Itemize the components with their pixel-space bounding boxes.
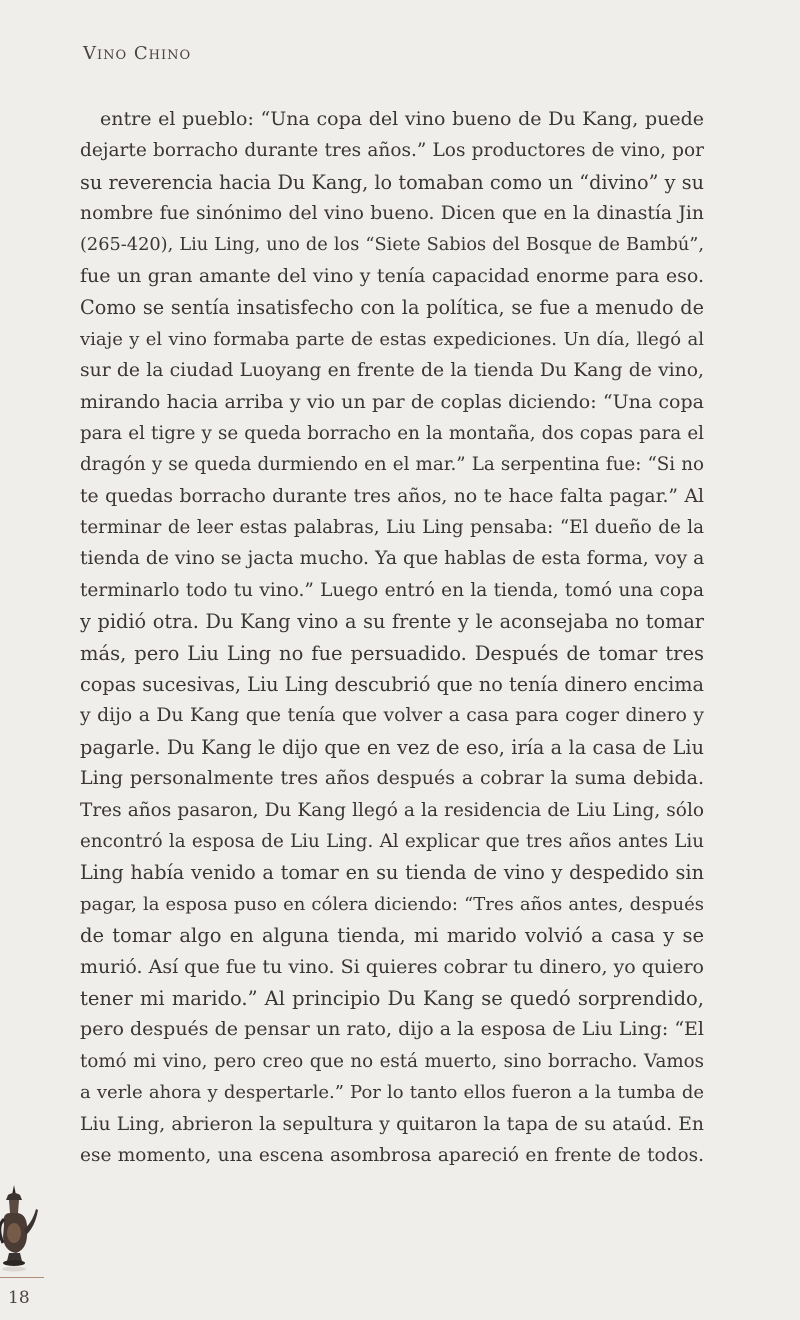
text-line: Liu Ling, abrieron la sepultura y quitaron la tapa de su ataúd. En — [80, 1113, 704, 1135]
running-head: Vino Chino — [83, 43, 192, 64]
page-number: 18 — [8, 1288, 30, 1308]
text-line: Tres años pasaron, Du Kang llegó a la residencia de Liu Ling, sólo — [80, 799, 704, 821]
text-line: nombre fue sinónimo del vino bueno. Dicen que en la dinastía Jin — [80, 203, 704, 225]
text-line: encontró la esposa de Liu Ling. Al explicar que tres años antes Liu — [80, 830, 704, 852]
text-line: dragón y se queda durmiendo en el mar.” La serpentina fue: “Si no — [80, 454, 704, 476]
text-line: copas sucesivas, Liu Ling descubrió que no tenía dinero encima — [80, 673, 704, 697]
text-line: pagar, la esposa puso en cólera diciendo: “Tres años antes, después — [80, 893, 704, 915]
text-line: de tomar algo en alguna tienda, mi marido volvió a casa y se — [80, 924, 704, 948]
text-line: pagarle. Du Kang le dijo que en vez de eso, iría a la casa de Liu — [80, 735, 704, 759]
text-line: tener mi marido.” Al principio Du Kang se quedó sorprendido, — [80, 986, 704, 1010]
text-line: Ling había venido a tomar en su tienda de vino y despedido sin — [80, 861, 704, 885]
text-line: tomó mi vino, pero creo que no está muerto, sino borracho. Vamos — [80, 1050, 704, 1072]
text-line: dejarte borracho durante tres años.” Los productores de vino, por — [80, 140, 704, 162]
text-line: sur de la ciudad Luoyang en frente de la tienda Du Kang de vino, — [80, 360, 704, 382]
text-line: tienda de vino se jacta mucho. Ya que hablas de esta forma, voy a — [80, 548, 704, 570]
text-line: fue un gran amante del vino y tenía capacidad enorme para eso. — [80, 264, 704, 287]
text-line: entre el pueblo: “Una copa del vino bueno de Du Kang, puede — [100, 108, 704, 130]
text-line: terminar de leer estas palabras, Liu Ling pensaba: “El dueño de la — [80, 517, 704, 539]
text-line: para el tigre y se queda borracho en la montaña, dos copas para el — [80, 422, 704, 444]
body-text — [80, 104, 704, 1171]
wine-ewer-icon — [0, 1183, 44, 1275]
text-line: murió. Así que fue tu vino. Si quieres cobrar tu dinero, yo quiero — [80, 955, 704, 978]
text-line: y pidió otra. Du Kang vino a su frente y le aconsejaba no tomar — [80, 610, 704, 634]
text-line: te quedas borracho durante tres años, no te hace falta pagar.” Al — [80, 485, 704, 507]
text-line: viaje y el vino formaba parte de estas expediciones. Un día, llegó al — [80, 328, 704, 350]
text-line: y dijo a Du Kang que tenía que volver a casa para coger dinero y — [80, 705, 704, 727]
text-line: su reverencia hacia Du Kang, lo tomaban como un “divino” y su — [80, 170, 704, 194]
text-line: pero después de pensar un rato, dijo a la esposa de Liu Ling: “El — [80, 1018, 704, 1041]
text-line: ese momento, una escena asombrosa apareció en frente de todos. — [80, 1144, 704, 1166]
text-line: mirando hacia arriba y vio un par de coplas diciendo: “Una copa — [80, 390, 704, 413]
page-rule — [0, 1277, 44, 1278]
text-line: más, pero Liu Ling no fue persuadido. Después de tomar tres — [80, 641, 704, 665]
text-line: terminarlo todo tu vino.” Luego entró en la tienda, tomó una copa — [80, 579, 704, 601]
text-line: a verle ahora y despertarle.” Por lo tanto ellos fueron a la tumba de — [80, 1082, 704, 1104]
text-line: Como se sentía insatisfecho con la política, se fue a menudo de — [80, 296, 704, 320]
text-line: Ling personalmente tres años después a cobrar la suma debida. — [80, 767, 704, 790]
text-line: (265-420), Liu Ling, uno de los “Siete Sabios del Bosque de Bambú”, — [80, 234, 704, 255]
